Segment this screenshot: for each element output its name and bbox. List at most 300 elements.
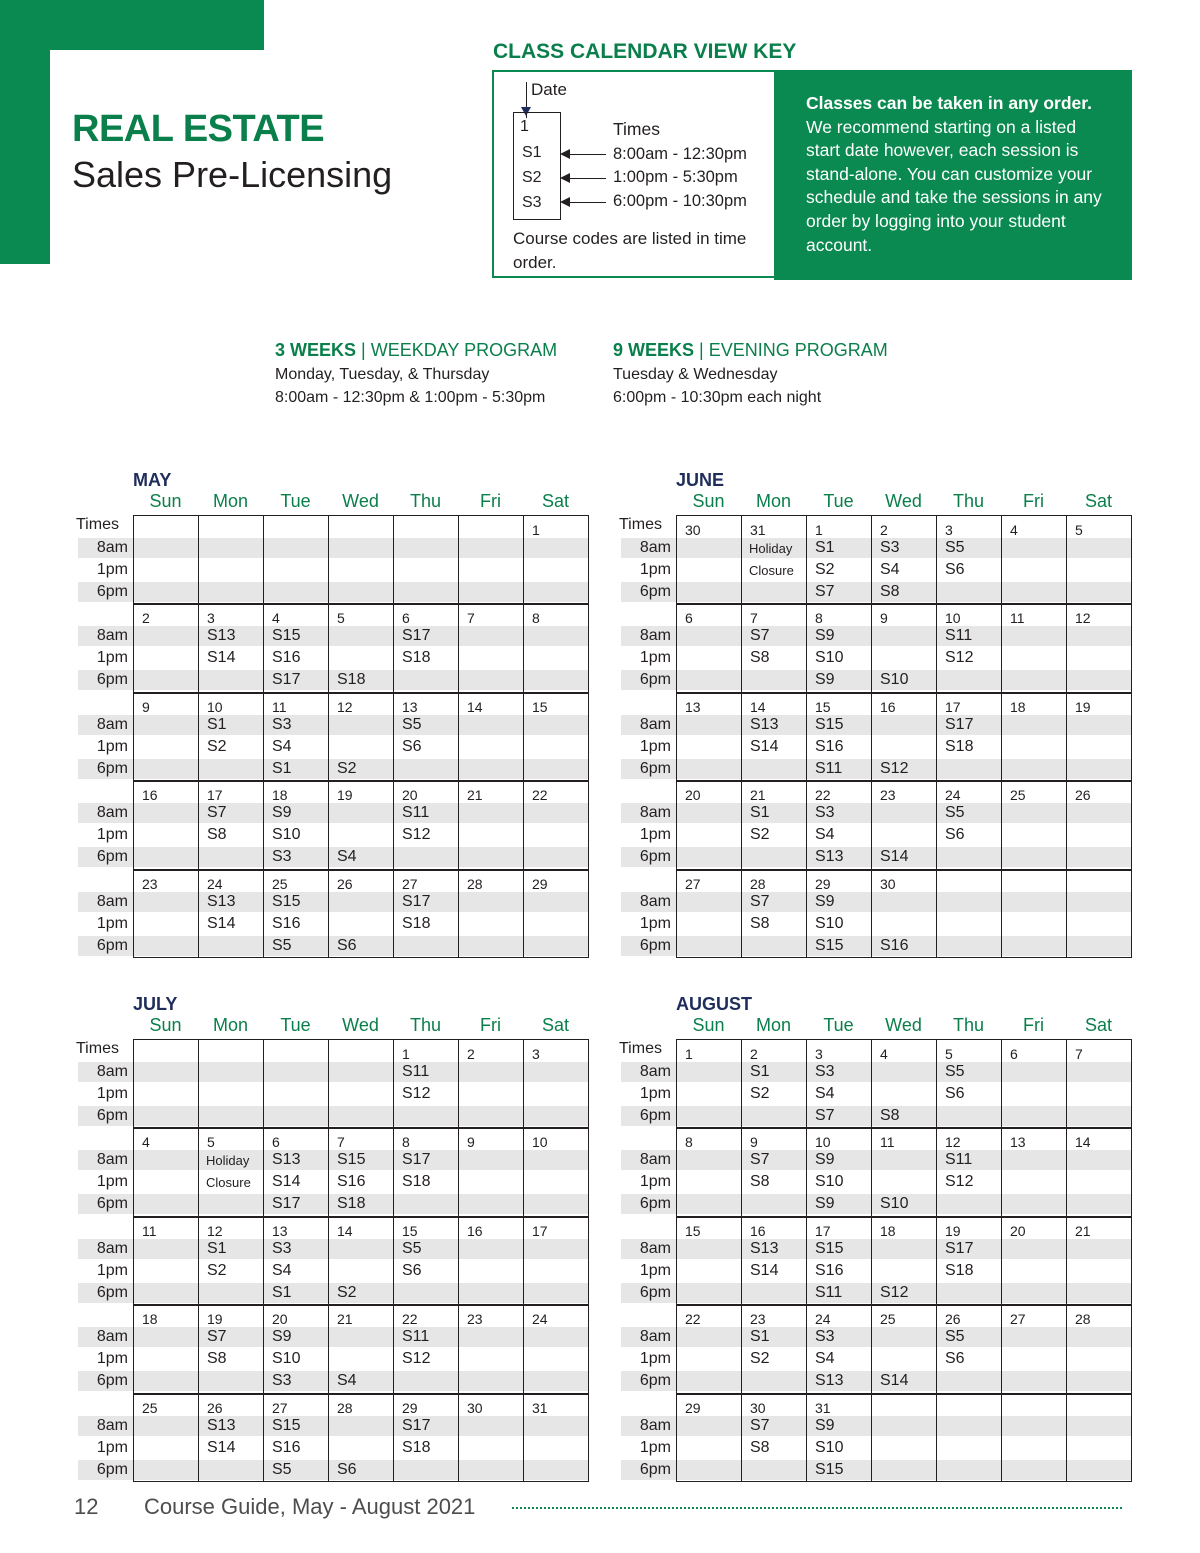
- session-code: S3: [880, 539, 900, 556]
- calendar-date: 10: [945, 610, 961, 627]
- day-header: Wed: [885, 491, 922, 511]
- session-code: S6: [945, 561, 965, 578]
- grid-bottom-line: [133, 1481, 589, 1482]
- row-label-1pm: 1pm: [96, 1085, 128, 1102]
- session-code: S5: [945, 804, 965, 822]
- row-label-8am: 8am: [96, 804, 128, 822]
- calendar-date: 9: [467, 1134, 475, 1151]
- key-session-code: S2: [522, 169, 542, 186]
- week-divider: [676, 1304, 1131, 1306]
- session-code: S17: [945, 1239, 974, 1257]
- session-code: S13: [815, 1372, 844, 1390]
- row-label-1pm: 1pm: [96, 826, 128, 844]
- session-code: S16: [272, 914, 301, 932]
- row-label-1pm: 1pm: [96, 1350, 128, 1368]
- session-code: S15: [272, 892, 301, 910]
- session-code: S3: [272, 1372, 292, 1390]
- calendar-date: 19: [207, 1311, 223, 1328]
- grid-column-line: [588, 1039, 589, 1481]
- session-code: S11: [402, 1328, 430, 1346]
- calendar-date: 23: [880, 787, 896, 804]
- calendar-date: 6: [1010, 1046, 1018, 1062]
- row-shade: [78, 1062, 588, 1082]
- key-session-code: S3: [522, 194, 542, 211]
- session-code: S18: [402, 649, 431, 667]
- row-label-6pm: 6pm: [96, 936, 128, 954]
- session-code: S5: [945, 539, 965, 556]
- row-label-1pm: 1pm: [96, 737, 128, 755]
- row-shade: [78, 1283, 588, 1303]
- calendar-date: 13: [272, 1222, 288, 1239]
- session-code: S15: [272, 627, 301, 645]
- calendar-date: 30: [750, 1399, 766, 1416]
- calendar-date: 11: [880, 1134, 895, 1151]
- week-divider: [676, 1127, 1131, 1129]
- session-code: S1: [750, 1328, 770, 1346]
- day-header: Sat: [541, 491, 570, 511]
- row-label-times: Times: [76, 1040, 119, 1057]
- session-code: S16: [337, 1173, 366, 1191]
- calendar-date: 26: [207, 1399, 223, 1416]
- month-title: MAY: [133, 470, 172, 490]
- session-code: S16: [880, 936, 909, 954]
- session-code: S13: [815, 848, 844, 866]
- calendar-date: 20: [272, 1311, 288, 1328]
- program-days: Monday, Tuesday, & Thursday: [275, 366, 490, 383]
- session-code: S15: [337, 1151, 366, 1169]
- grid-column-line: [198, 1039, 199, 1481]
- day-header: Tue: [280, 491, 311, 511]
- row-label-8am: 8am: [96, 539, 128, 556]
- holiday-label: Closure: [206, 1175, 251, 1191]
- row-shade: [621, 1371, 1131, 1391]
- session-code: S15: [815, 715, 844, 733]
- session-code: S10: [815, 649, 844, 667]
- calendar-date: 8: [685, 1134, 693, 1151]
- month-title: JUNE: [676, 470, 725, 490]
- session-code: S5: [402, 1239, 422, 1257]
- session-code: S11: [402, 804, 430, 822]
- session-code: S12: [945, 649, 974, 667]
- session-code: S15: [815, 1460, 844, 1478]
- calendar-date: 8: [402, 1134, 410, 1151]
- row-label-8am: 8am: [639, 539, 671, 556]
- calendar-date: 21: [337, 1311, 353, 1328]
- session-code: S2: [750, 1350, 770, 1368]
- row-shade: [621, 1062, 1131, 1082]
- grid-column-line: [133, 1039, 134, 1481]
- row-label-6pm: 6pm: [96, 583, 128, 600]
- calendar-date: 18: [142, 1311, 158, 1328]
- session-code: S11: [815, 1283, 843, 1301]
- calendar-date: 19: [337, 787, 353, 804]
- row-shade: [78, 1239, 588, 1259]
- row-shade: [621, 1194, 1131, 1214]
- grid-column-line: [523, 1039, 524, 1481]
- session-code: S6: [945, 1350, 965, 1368]
- row-label-8am: 8am: [96, 1151, 128, 1169]
- session-code: S13: [207, 1416, 236, 1434]
- calendar-date: 8: [532, 610, 540, 627]
- session-code: S18: [402, 1173, 431, 1191]
- session-code: S2: [337, 1283, 357, 1301]
- calendar-date: 19: [945, 1222, 961, 1239]
- session-code: S17: [272, 671, 301, 689]
- calendar-date: 1: [532, 522, 540, 538]
- grid-column-line: [936, 1039, 937, 1481]
- session-code: S4: [272, 737, 292, 755]
- session-code: S4: [815, 826, 835, 844]
- row-label-8am: 8am: [639, 804, 671, 822]
- row-shade: [621, 892, 1131, 912]
- row-shade: [78, 1150, 588, 1170]
- session-code: S17: [402, 1151, 431, 1169]
- calendar-date: 9: [750, 1134, 758, 1151]
- calendar-date: 7: [1075, 1046, 1083, 1062]
- row-label-6pm: 6pm: [639, 848, 671, 866]
- session-code: S3: [815, 1328, 835, 1346]
- session-code: S6: [945, 1085, 965, 1102]
- day-header: Thu: [952, 491, 985, 511]
- calendar-date: 17: [815, 1222, 831, 1239]
- grid-column-line: [458, 1039, 459, 1481]
- week-divider: [676, 780, 1131, 782]
- calendar-date: 1: [815, 522, 823, 538]
- row-shade: [78, 936, 588, 956]
- row-label-1pm: 1pm: [639, 1261, 671, 1279]
- calendar-date: 27: [1010, 1311, 1026, 1328]
- session-code: S4: [272, 1261, 292, 1279]
- calendar-date: 28: [467, 875, 483, 892]
- row-label-6pm: 6pm: [639, 1283, 671, 1301]
- calendar-date: 5: [337, 610, 345, 627]
- session-code: S2: [750, 826, 770, 844]
- session-code: S6: [337, 936, 357, 954]
- session-code: S11: [815, 759, 843, 777]
- row-label-8am: 8am: [639, 1416, 671, 1434]
- decorative-band-left: [0, 0, 50, 264]
- session-code: S18: [945, 1261, 974, 1279]
- session-code: S16: [272, 649, 301, 667]
- session-code: S13: [207, 892, 236, 910]
- session-code: S12: [402, 1350, 431, 1368]
- row-label-8am: 8am: [639, 1239, 671, 1257]
- calendar-date: 7: [337, 1134, 345, 1151]
- calendar-date: 2: [880, 522, 888, 538]
- row-label-1pm: 1pm: [639, 649, 671, 667]
- calendar-date: 16: [467, 1222, 483, 1239]
- day-header: Mon: [212, 1015, 248, 1035]
- calendar-date: 15: [402, 1222, 418, 1239]
- calendar-date: 11: [142, 1222, 157, 1239]
- session-code: S1: [207, 1239, 227, 1257]
- grid-column-line: [871, 1039, 872, 1481]
- grid-bottom-line: [676, 957, 1132, 958]
- session-code: S13: [750, 715, 779, 733]
- key-session-code: S1: [522, 144, 542, 161]
- session-code: S11: [402, 1063, 430, 1080]
- row-label-1pm: 1pm: [96, 1438, 128, 1456]
- row-label-8am: 8am: [639, 1063, 671, 1080]
- calendar-date: 7: [467, 610, 475, 627]
- week-divider: [133, 1216, 588, 1218]
- session-code: S14: [207, 1438, 236, 1456]
- grid-column-line: [523, 515, 524, 957]
- calendar-date: 29: [685, 1399, 701, 1416]
- session-code: S6: [402, 737, 422, 755]
- grid-column-line: [936, 515, 937, 957]
- week-divider: [676, 1393, 1131, 1395]
- session-code: S18: [945, 737, 974, 755]
- session-code: S7: [750, 627, 770, 645]
- day-header: Sat: [1084, 1015, 1113, 1035]
- grid-column-line: [1131, 515, 1132, 957]
- session-code: S4: [337, 1372, 357, 1390]
- row-label-6pm: 6pm: [96, 1195, 128, 1213]
- month-title: JULY: [133, 994, 178, 1014]
- row-label-6pm: 6pm: [96, 759, 128, 777]
- session-code: S15: [272, 1416, 301, 1434]
- calendar-date: 9: [880, 610, 888, 627]
- calendar-date: 22: [532, 787, 548, 804]
- calendar-date: 28: [337, 1399, 353, 1416]
- session-code: S17: [402, 1416, 431, 1434]
- calendar-date: 17: [532, 1222, 548, 1239]
- key-date-value: 1: [520, 118, 529, 135]
- session-code: S1: [272, 759, 292, 777]
- arrow-left-icon: [562, 178, 606, 179]
- week-divider: [133, 780, 588, 782]
- grid-column-line: [588, 515, 589, 957]
- session-code: S17: [402, 627, 431, 645]
- grid-column-line: [133, 515, 134, 957]
- session-code: S18: [402, 914, 431, 932]
- calendar-date: 15: [532, 698, 548, 715]
- row-shade: [78, 1371, 588, 1391]
- row-shade: [78, 1194, 588, 1214]
- calendar-date: 23: [750, 1311, 766, 1328]
- calendar-date: 20: [685, 787, 701, 804]
- grid-column-line: [1066, 1039, 1067, 1481]
- row-label-1pm: 1pm: [639, 1173, 671, 1191]
- session-code: S17: [272, 1195, 301, 1213]
- calendar-date: 2: [750, 1046, 758, 1062]
- row-shade: [621, 1460, 1131, 1480]
- row-shade: [621, 626, 1131, 646]
- session-code: S6: [945, 826, 965, 844]
- calendar-date: 25: [1010, 787, 1026, 804]
- grid-column-line: [806, 515, 807, 957]
- session-code: S5: [945, 1063, 965, 1080]
- row-label-6pm: 6pm: [639, 1107, 671, 1124]
- row-shade: [621, 1239, 1131, 1259]
- week-divider: [133, 1304, 588, 1306]
- session-code: S2: [207, 737, 227, 755]
- row-label-8am: 8am: [96, 1063, 128, 1080]
- session-code: S18: [337, 1195, 366, 1213]
- row-label-6pm: 6pm: [96, 1283, 128, 1301]
- session-code: S2: [207, 1261, 227, 1279]
- key-info-bold: Classes can be taken in any order.: [806, 93, 1092, 113]
- row-label-1pm: 1pm: [639, 737, 671, 755]
- calendar-date: 25: [272, 875, 288, 892]
- day-header: Wed: [342, 1015, 379, 1035]
- session-code: S16: [815, 737, 844, 755]
- grid-column-line: [1066, 515, 1067, 957]
- session-code: S10: [815, 1173, 844, 1191]
- calendar-date: 20: [402, 787, 418, 804]
- calendar-date: 10: [207, 698, 223, 715]
- session-code: S1: [272, 1283, 292, 1301]
- day-header: Sat: [1084, 491, 1113, 511]
- calendar-date: 26: [337, 875, 353, 892]
- row-shade: [78, 626, 588, 646]
- row-label-1pm: 1pm: [96, 561, 128, 578]
- page-subtitle: Sales Pre-Licensing: [72, 154, 393, 195]
- calendar-date: 31: [750, 522, 766, 538]
- session-code: S12: [880, 1283, 909, 1301]
- key-date-label: Date: [531, 80, 567, 99]
- row-label-8am: 8am: [639, 715, 671, 733]
- session-code: S14: [880, 848, 909, 866]
- session-code: S16: [272, 1438, 301, 1456]
- session-code: S10: [880, 671, 909, 689]
- row-shade: [78, 803, 588, 823]
- key-info-text: We recommend starting on a listed start date however, each session is stand-alone. You can customize your schedule and take the sessions in any order by logging into your student account.: [806, 116, 1102, 255]
- calendar-date: 6: [685, 610, 693, 627]
- calendar-date: 10: [815, 1134, 831, 1151]
- day-header: Tue: [823, 1015, 854, 1035]
- session-code: S16: [815, 1261, 844, 1279]
- calendar-date: 23: [467, 1311, 483, 1328]
- row-shade: [621, 1283, 1131, 1303]
- calendar-date: 17: [945, 698, 961, 715]
- session-code: S1: [750, 1063, 770, 1080]
- calendar-date: 2: [467, 1046, 475, 1062]
- week-divider: [133, 603, 588, 605]
- session-code: S14: [207, 649, 236, 667]
- session-code: S9: [815, 671, 835, 689]
- row-label-1pm: 1pm: [96, 914, 128, 932]
- program-days: Tuesday & Wednesday: [613, 366, 778, 383]
- calendar-date: 5: [945, 1046, 953, 1062]
- row-label-6pm: 6pm: [639, 1460, 671, 1478]
- holiday-label: Closure: [749, 563, 794, 578]
- calendar-date: 15: [815, 698, 831, 715]
- row-shade: [78, 538, 588, 558]
- session-code: S8: [750, 1438, 770, 1456]
- grid-column-line: [1001, 1039, 1002, 1481]
- session-code: S4: [337, 848, 357, 866]
- row-label-8am: 8am: [96, 1328, 128, 1346]
- calendar-date: 19: [1075, 698, 1091, 715]
- row-shade: [621, 582, 1131, 602]
- calendar-date: 16: [750, 1222, 766, 1239]
- row-shade: [78, 1327, 588, 1347]
- row-shade: [78, 1460, 588, 1480]
- session-code: S18: [402, 1438, 431, 1456]
- session-code: S8: [880, 1107, 900, 1124]
- calendar-date: 5: [207, 1134, 215, 1151]
- row-shade: [621, 715, 1131, 735]
- session-code: S15: [815, 936, 844, 954]
- key-info-panel: [774, 70, 1132, 280]
- session-code: S2: [815, 561, 835, 578]
- session-code: S5: [945, 1328, 965, 1346]
- session-code: S7: [207, 1328, 227, 1346]
- calendar-date: 25: [142, 1399, 158, 1416]
- session-code: S4: [815, 1350, 835, 1368]
- calendar-date: 3: [815, 1046, 823, 1062]
- calendar-date: 31: [815, 1399, 831, 1416]
- session-code: S1: [815, 539, 835, 556]
- session-code: S14: [750, 737, 779, 755]
- key-session-time: 1:00pm - 5:30pm: [613, 168, 738, 186]
- key-session-time: 8:00am - 12:30pm: [613, 145, 747, 163]
- week-divider: [676, 603, 1131, 605]
- calendar-date: 3: [532, 1046, 540, 1062]
- day-header: Sun: [149, 1015, 182, 1035]
- row-shade: [78, 670, 588, 690]
- session-code: S9: [272, 804, 292, 822]
- session-code: S1: [750, 804, 770, 822]
- session-code: S12: [402, 826, 431, 844]
- calendar-date: 27: [402, 875, 418, 892]
- grid-bottom-line: [676, 1481, 1132, 1482]
- row-label-6pm: 6pm: [96, 671, 128, 689]
- footer-divider: [512, 1507, 1122, 1509]
- calendar-date: 12: [945, 1134, 961, 1151]
- grid-column-line: [1001, 515, 1002, 957]
- week-divider: [133, 515, 588, 516]
- page-title: REAL ESTATE: [72, 108, 325, 150]
- session-code: S3: [815, 804, 835, 822]
- row-label-8am: 8am: [639, 1328, 671, 1346]
- week-divider: [133, 692, 588, 694]
- grid-column-line: [198, 515, 199, 957]
- calendar-date: 7: [750, 610, 758, 627]
- row-shade: [621, 1327, 1131, 1347]
- calendar-date: 26: [945, 1311, 961, 1328]
- key-title: CLASS CALENDAR VIEW KEY: [493, 40, 797, 63]
- row-label-6pm: 6pm: [96, 848, 128, 866]
- session-code: S8: [750, 649, 770, 667]
- session-code: S5: [272, 1460, 292, 1478]
- row-shade: [621, 847, 1131, 867]
- grid-column-line: [328, 515, 329, 957]
- day-header: Wed: [342, 491, 379, 511]
- row-shade: [621, 936, 1131, 956]
- row-label-8am: 8am: [96, 892, 128, 910]
- row-label-8am: 8am: [96, 715, 128, 733]
- session-code: S12: [880, 759, 909, 777]
- calendar-date: 13: [402, 698, 418, 715]
- row-label-1pm: 1pm: [96, 649, 128, 667]
- session-code: S7: [207, 804, 227, 822]
- session-code: S13: [207, 627, 236, 645]
- grid-column-line: [393, 515, 394, 957]
- key-note: Course codes are listed in time order.: [513, 229, 747, 272]
- row-label-8am: 8am: [639, 892, 671, 910]
- session-code: S14: [272, 1173, 301, 1191]
- day-header: Fri: [1023, 1015, 1044, 1035]
- row-label-6pm: 6pm: [639, 583, 671, 600]
- grid-column-line: [1131, 1039, 1132, 1481]
- session-code: S11: [945, 627, 973, 645]
- calendar-date: 21: [467, 787, 483, 804]
- week-divider: [676, 1039, 1131, 1040]
- calendar-date: 30: [467, 1399, 483, 1416]
